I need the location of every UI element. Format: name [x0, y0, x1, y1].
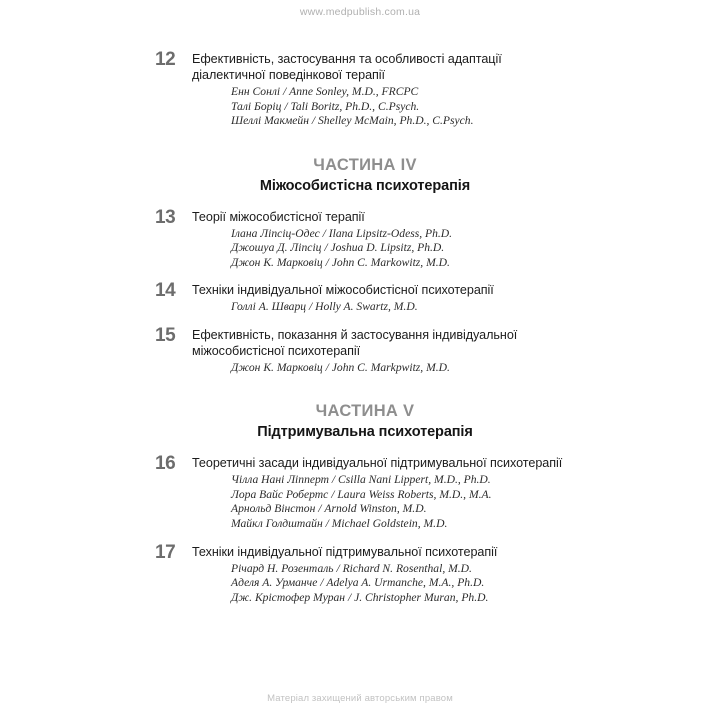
toc-content-column	[155, 49, 575, 618]
toc-entry-number: 12	[155, 49, 176, 70]
toc-entry-number: 16	[155, 453, 176, 475]
author-line: Чілла Нані Ліпперт / Csilla Nani Lippert, M.D., Ph.D.	[231, 473, 491, 487]
author-line: Шеллі Макмейн / Shelley McMain, Ph.D., C.Psych.	[231, 114, 474, 128]
author-line: Майкл Голдштайн / Michael Goldstein, M.D.	[231, 517, 448, 531]
toc-entry-number: 13	[155, 206, 176, 228]
toc-entry[interactable]	[155, 280, 575, 315]
part-label: ЧАСТИНА IV	[313, 155, 417, 174]
toc-entry-title[interactable]: Техніки індивідуальної підтримувальної психотерапії	[192, 544, 498, 559]
author-line: Джон К. Марковіц / John C. Markowitz, M.D.	[231, 255, 450, 269]
copyright-notice: Матеріал захищений авторським правом	[267, 693, 453, 704]
toc-entry-title[interactable]: Теоретичні засади індивідуальної підтримувальної психотерапії	[192, 456, 563, 471]
author-line: Ілана Ліпсіц-Одес / Ilana Lipsitz-Odess, Ph.D.	[231, 226, 453, 240]
toc-entry-authors	[192, 473, 575, 531]
part-label: ЧАСТИНА V	[315, 402, 415, 421]
toc-entry-authors	[192, 562, 575, 606]
author-line: Лора Вайс Робертс / Laura Weiss Roberts, M.D., M.A.	[231, 487, 492, 501]
toc-entry-authors	[192, 361, 575, 376]
part-heading	[155, 388, 575, 442]
author-line: Енн Сонлі / Anne Sonley, M.D., FRCPC	[231, 84, 419, 98]
toc-entry-authors	[192, 300, 575, 315]
toc-entry-title[interactable]: Ефективність, застосування та особливості адаптації діалектичної поведінкової терапії	[192, 52, 502, 82]
author-line: Талі Боріц / Tali Boritz, Ph.D., C.Psych.	[231, 99, 420, 113]
toc-entry-title[interactable]: Ефективність, показання й застосування індивідуальної міжособистісної психотерапії	[192, 327, 518, 358]
toc-entry-title[interactable]: Техніки індивідуальної міжособистісної психотерапії	[192, 283, 494, 298]
toc-entry-number: 14	[155, 280, 176, 302]
toc-entry[interactable]	[155, 541, 575, 606]
toc-entry-title[interactable]: Теорії міжособистісної терапії	[192, 209, 365, 224]
toc-entry-authors	[192, 227, 575, 271]
author-line: Джон К. Марковіц / John C. Markpwitz, M.D.	[231, 360, 450, 374]
part-title: Міжособистісна психотерапія	[259, 177, 471, 194]
author-line: Дж. Крістофер Муран / J. Christopher Muran, Ph.D.	[231, 590, 489, 604]
author-line: Річард Н. Розенталь / Richard N. Rosenthal, M.D.	[231, 561, 472, 575]
author-line: Аделя А. Урманче / Adelya A. Urmanche, M.A., Ph.D.	[231, 576, 485, 590]
author-line: Джошуа Д. Ліпсіц / Joshua D. Lipsitz, Ph.D.	[231, 241, 445, 255]
publisher-website-url: www.medpublish.com.ua	[299, 6, 421, 18]
toc-entry-number: 15	[155, 324, 176, 346]
toc-entry[interactable]	[155, 324, 575, 376]
toc-entry[interactable]	[155, 49, 575, 129]
author-line: Арнольд Вінстон / Arnold Winston, M.D.	[231, 502, 427, 516]
author-line: Голлі А. Шварц / Holly A. Swartz, M.D.	[231, 300, 418, 314]
toc-entry-number: 17	[155, 541, 176, 563]
toc-entry[interactable]	[155, 206, 575, 271]
toc-entry[interactable]	[155, 453, 575, 531]
part-title: Підтримувальна психотерапія	[257, 424, 473, 441]
toc-entry-authors	[192, 85, 575, 129]
part-heading	[155, 142, 575, 196]
